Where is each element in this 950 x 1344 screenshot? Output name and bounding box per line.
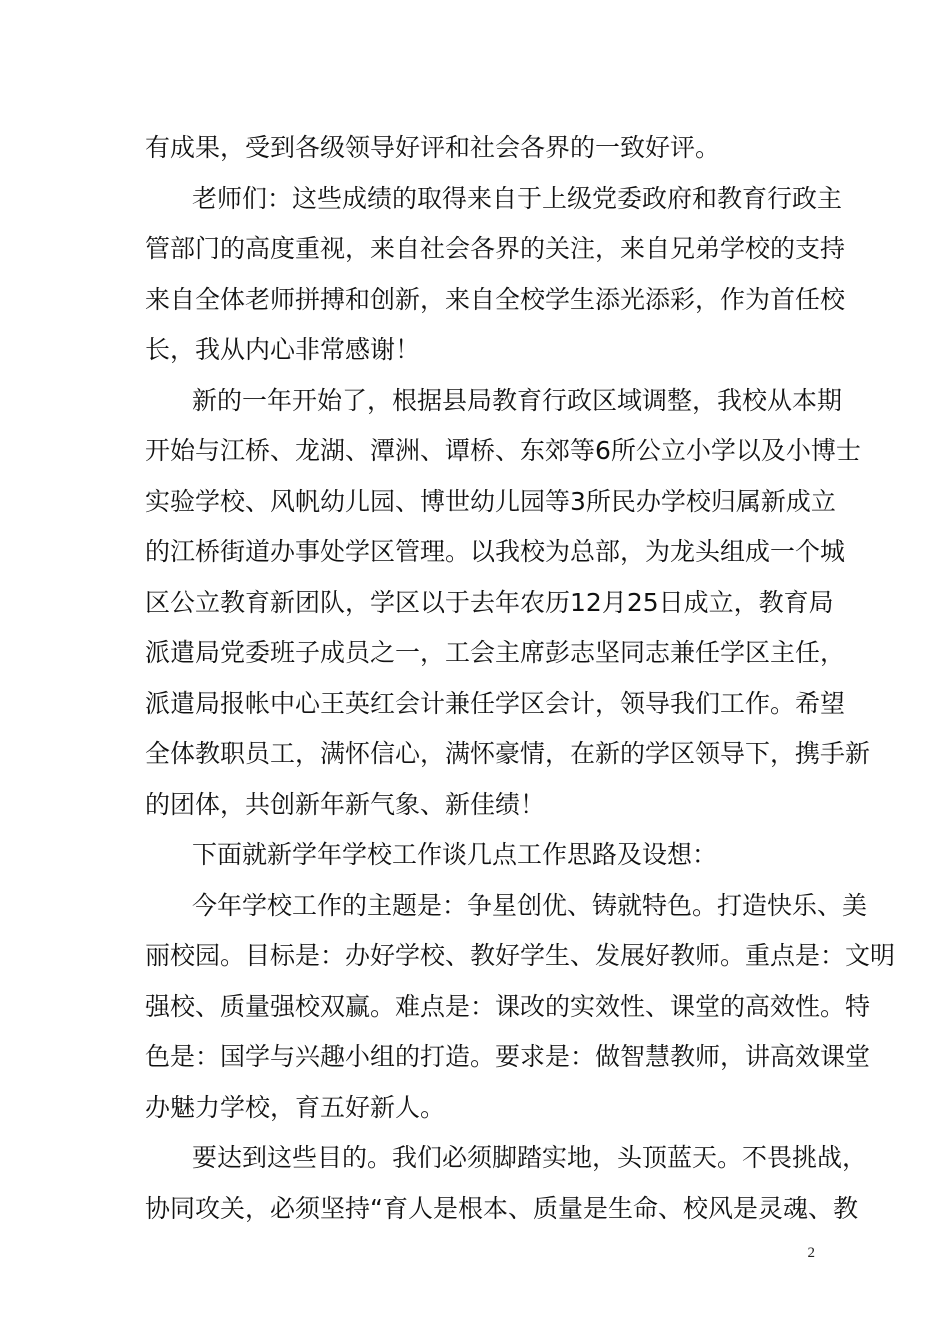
- text-line: 新的一年开始了，根据县局教育行政区域调整，我校从本期: [192, 386, 843, 415]
- text-line: 来自全体老师拼搏和创新，来自全校学生添光添彩，作为首任校: [145, 285, 846, 314]
- text-line: 的江桥街道办事处学区管理。以我校为总部，为龙头组成一个城: [145, 537, 846, 566]
- page-number: 2: [807, 1245, 815, 1261]
- text-line: 管部门的高度重视，来自社会各界的关注，来自兄弟学校的支持: [145, 234, 846, 263]
- text-line: 开始与江桥、龙湖、潭洲、谭桥、东郊等6所公立小学以及小博士: [145, 436, 861, 465]
- text-line: 办魅力学校，育五好新人。: [145, 1093, 446, 1122]
- text-line: 要达到这些目的。我们必须脚踏实地，头顶蓝天。不畏挑战，: [192, 1143, 868, 1172]
- text-line: 派遣局党委班子成员之一，工会主席彭志坚同志兼任学区主任，: [145, 638, 846, 667]
- text-line: 老师们：这些成绩的取得来自于上级党委政府和教育行政主: [192, 184, 843, 213]
- text-line: 强校、质量强校双赢。难点是：课改的实效性、课堂的高效性。特: [145, 992, 871, 1021]
- text-line: 丽校园。目标是：办好学校、教好学生、发展好教师。重点是：文明: [145, 941, 896, 970]
- text-line: 派遣局报帐中心王英红会计兼任学区会计，领导我们工作。希望: [145, 689, 846, 718]
- text-line: 实验学校、风帆幼儿园、博世幼儿园等3所民办学校归属新成立: [145, 487, 836, 516]
- text-line: 色是：国学与兴趣小组的打造。要求是：做智慧教师，讲高效课堂: [145, 1042, 871, 1071]
- text-line: 今年学校工作的主题是：争星创优、铸就特色。打造快乐、美: [192, 891, 868, 920]
- text-line: 有成果，受到各级领导好评和社会各界的一致好评。: [145, 133, 721, 162]
- text-line: 协同攻关，必须坚持“育人是根本、质量是生命、校风是灵魂、教: [145, 1194, 858, 1223]
- text-line: 的团体，共创新年新气象、新佳绩！: [145, 790, 546, 819]
- text-line: 区公立教育新团队，学区以于去年农历12月25日成立，教育局: [145, 588, 834, 617]
- text-line: 全体教职员工，满怀信心，满怀豪情，在新的学区领导下，携手新: [145, 739, 871, 768]
- text-line: 下面就新学年学校工作谈几点工作思路及设想：: [192, 840, 718, 869]
- text-line: 长，我从内心非常感谢！: [145, 335, 421, 364]
